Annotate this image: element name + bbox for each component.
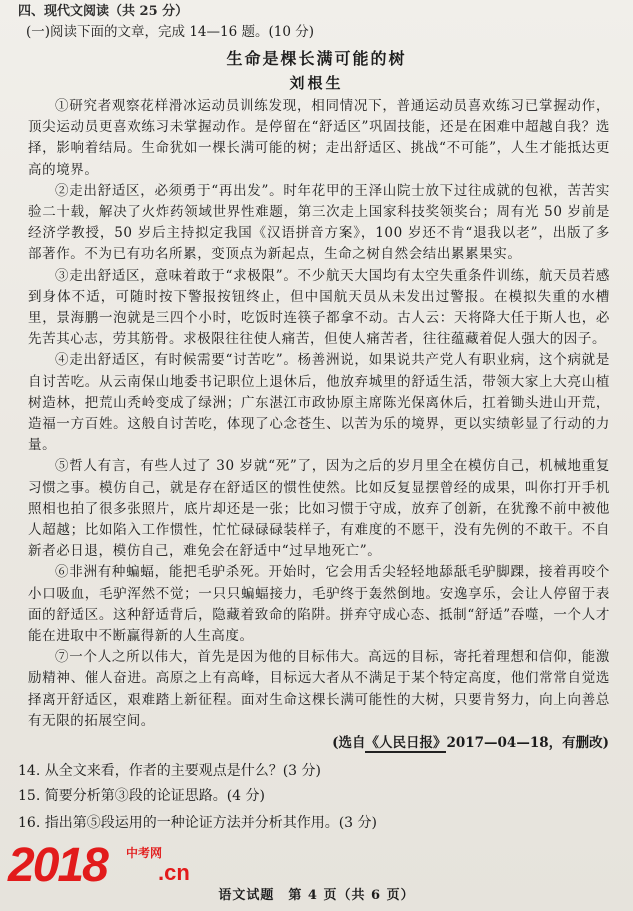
watermark-domain: .cn — [158, 860, 190, 885]
source-suffix: 2017—04—18，有删改) — [446, 735, 609, 751]
paragraph-1: ①研究者观察花样滑冰运动员训练发现，相同情况下，普通运动员喜欢练习已掌握动作，顶尖运动员更喜欢练习未掌握动作。是停留在“舒适区”巩固技能，还是在困难中超越自我？选择，影响着结局。生命犹如一棵长满可能的树；走出舒适区、挑战“不可能”，人生才能抵达更高的境界。 — [28, 98, 610, 178]
paragraph-2: ②走出舒适区，必须勇于“再出发”。时年花甲的王泽山院士放下过往成就的包袱，苦苦实验二十载，解决了火炸药领域世界性难题，第三次走上国家科技奖领奖台；周有光 50 岁前是经济学教授，50 岁后主持拟定我国《汉语拼音方案》，100 岁还不肯“退我以老”，出版了多部著作。不为已有功名所累，变顶点为新起点，生命之树自然会结出累累果实。 — [28, 182, 610, 263]
subsection-instruction: (一)阅读下面的文章，完成 14—16 题。(10 分) — [26, 24, 314, 40]
article-author: 刘根生 — [289, 74, 344, 92]
question-14: 14. 从全文来看，作者的主要观点是什么？(3 分) — [18, 763, 321, 779]
section-heading: 四、现代文阅读（共 25 分） — [18, 4, 189, 19]
watermark-year: 2018 — [8, 839, 107, 892]
article-body — [28, 96, 610, 732]
watermark-site-name: 中考网 — [126, 846, 163, 860]
article-source — [332, 731, 609, 751]
question-15: 15. 简要分析第③段的论证思路。(4 分) — [18, 788, 265, 804]
paragraph-4: ④走出舒适区，有时候需要“讨苦吃”。杨善洲说，如果说共产党人有职业病，这个病就是自讨苦吃。从云南保山地委书记职位上退休后，他放弃城里的舒适生活，带领大家上大亮山植树造林，把荒山秃岭变成了绿洲；广东湛江市政协原主席陈光保离休后，扛着锄头进山开荒，造福一方百姓。这般自讨苦吃，体现了心念苍生、以苦为乐的境界，更以实绩彰显了行动的力量。 — [28, 352, 610, 454]
question-16: 16. 指出第⑤段运用的一种论证方法并分析其作用。(3 分) — [18, 815, 377, 831]
paragraph-6: ⑥非洲有种蝙蝠，能把毛驴杀死。开始时，它会用舌尖轻轻地舔舐毛驴脚踝，接着再咬个小口吸血，毛驴浑然不觉；一只只蝙蝠接力，毛驴终于轰然倒地。安逸享乐，会让人停留于表面的舒适区。这种舒适背后，隐藏着致命的陷阱。拼弃守成心态、抵制“舒适”吞噬，一个人才能在进取中不断赢得新的人生高度。 — [28, 564, 610, 645]
paragraph-5: ⑤哲人有言，有些人过了 30 岁就“死”了，因为之后的岁月里全在模仿自己，机械地重复习惯之事。模仿自己，就是存在舒适区的惯性使然。比如反复显摆曾经的成果，叫你打开手机照相也拍了很多张照片，底片却还是一张；比如习惯于守成，放弃了创新，在犹豫不前中被他人超越；比如陷入工作惯性，忙忙碌碌碌装样子，有难度的不愿干，没有先例的不敢干。不自新者必日退，模仿自己，难免会在舒适中“过早地死亡”。 — [28, 458, 610, 560]
paragraph-3: ③走出舒适区，意味着敢于“求极限”。不少航天大国均有太空失重条件训练，航天员若感到身体不适，可随时按下警报按钮终止，但中国航天员从未发出过警报。在模拟失重的水槽里，景海鹏一泡就是三四个小时，吃饭时连筷子都拿不动。古人云：天将降大任于斯人也，必先苦其心志，劳其筋骨。求极限往往使人痛苦，但使人痛苦者，往往蕴藏着促人强大的因子。 — [28, 267, 610, 348]
page-footer: 语文试题 第 4 页（共 6 页） — [218, 888, 415, 903]
paragraph-7: ⑦一个人之所以伟大，首先是因为他的目标伟大。高远的目标，寄托着理想和信仰，能激励精神、催人奋进。高原之上有高峰，目标远大者从不满足于某个特定高度，他们常常自觉选择离开舒适区，艰难踏上新征程。面对生命这棵长满可能性的大树，只要肯努力，向上向善总有无限的拓展空间。 — [28, 649, 610, 729]
source-prefix: (选自 — [332, 735, 366, 751]
article-title: 生命是棵长满可能的树 — [226, 49, 407, 68]
source-magazine: 《人民日报》 — [365, 735, 447, 751]
